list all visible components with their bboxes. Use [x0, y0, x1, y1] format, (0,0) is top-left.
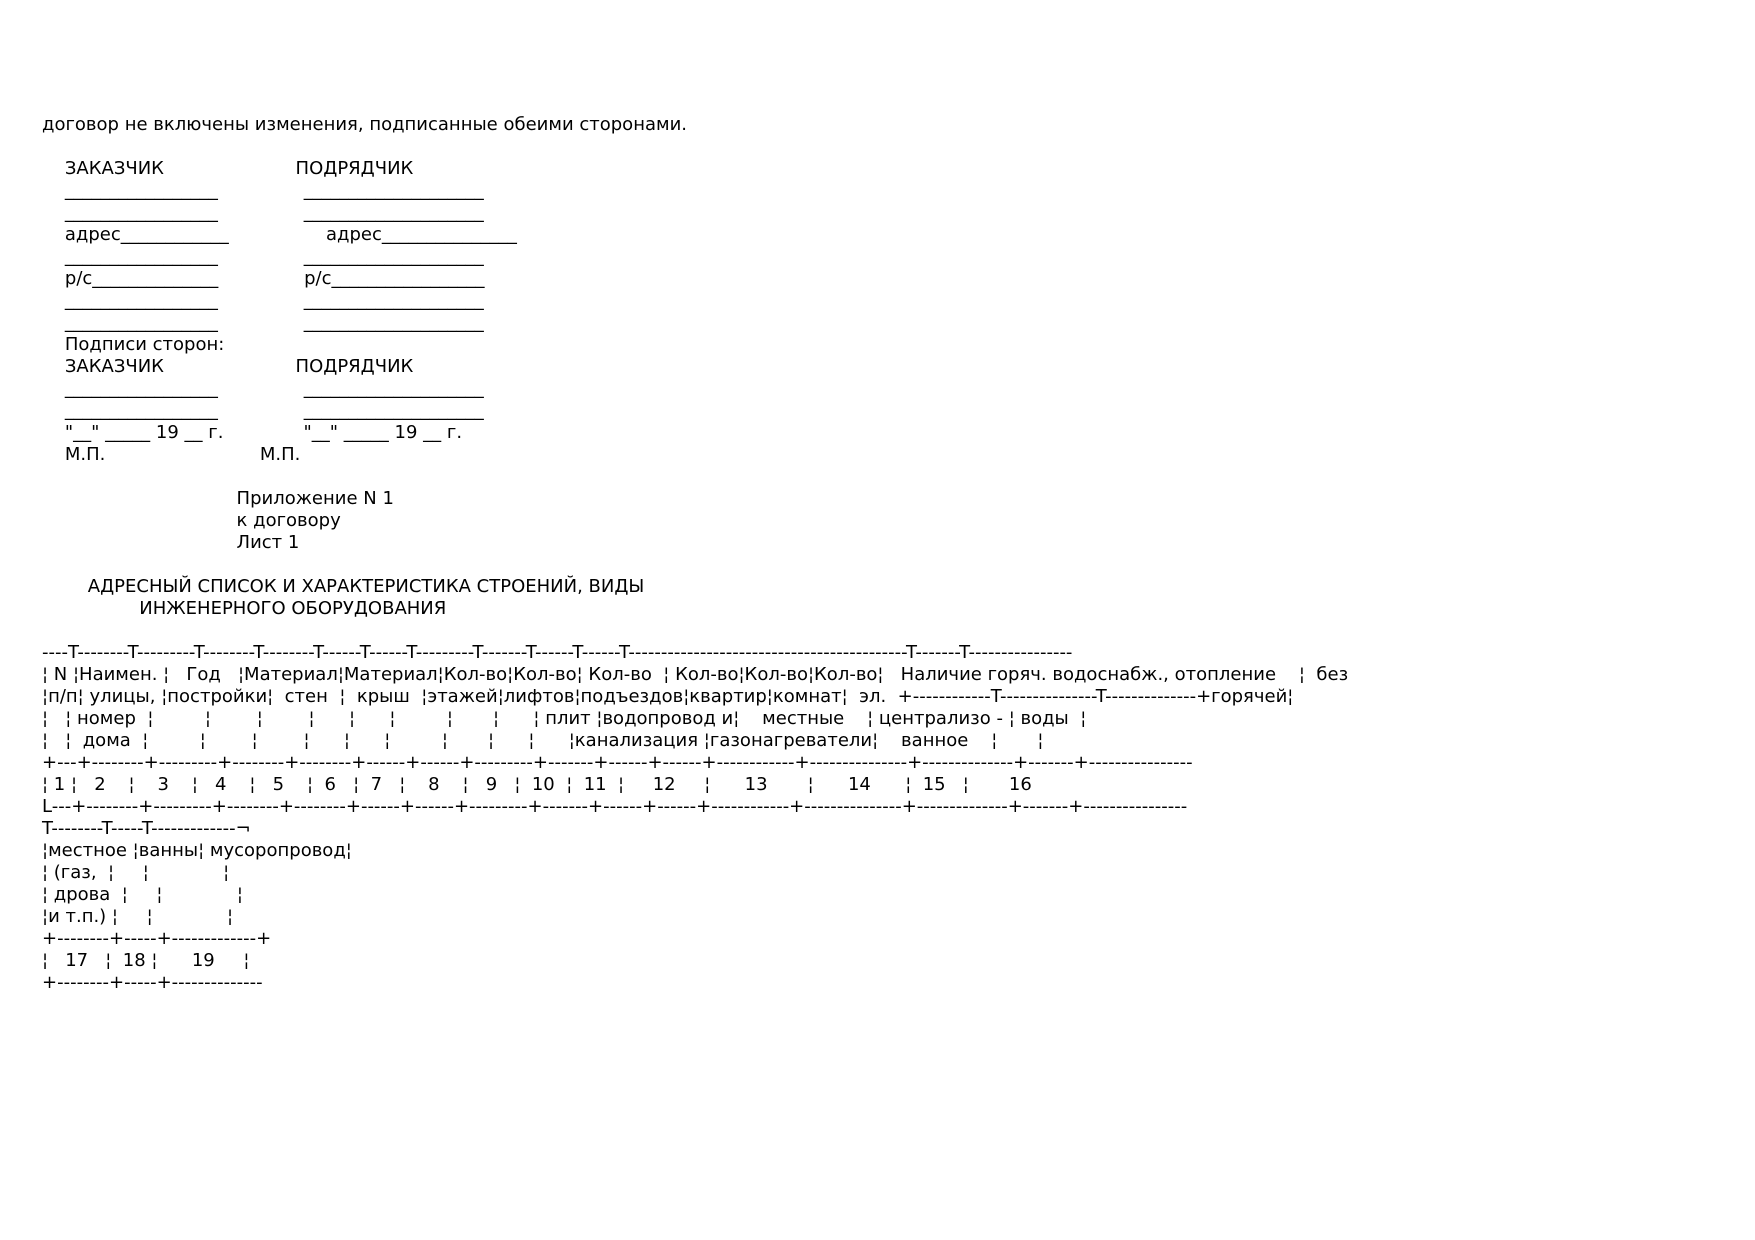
document-line: _________________ ____________________: [42, 312, 484, 333]
document-line: ----T--------T---------T--------T--------T------T------T---------T-------T------T------T-------------------------------------------T-------T----------------: [42, 642, 1073, 663]
document-line: ¦ дрова ¦ ¦ ¦: [42, 884, 243, 905]
document-line: Подписи сторон:: [42, 334, 225, 355]
document-line: _________________ ____________________: [42, 246, 484, 267]
document-line: +--------+-----+--------------: [42, 972, 263, 993]
document-line: _________________ ____________________: [42, 290, 484, 311]
document-line: _________________ ____________________: [42, 400, 484, 421]
document-line: Лист 1: [42, 532, 300, 553]
document-line: +--------+-----+-------------+: [42, 928, 272, 949]
document-line: ¦ 1 ¦ 2 ¦ 3 ¦ 4 ¦ 5 ¦ 6 ¦ 7 ¦ 8 ¦ 9 ¦ 10 ¦ 11 ¦ 12 ¦ 13 ¦ 14 ¦ 15 ¦ 16: [42, 774, 1032, 795]
document-line: ¦ N ¦Наимен. ¦ Год ¦Материал¦Материал¦Кол-во¦Кол-во¦ Кол-во ¦ Кол-во¦Кол-во¦Кол-во¦ Наличие горяч. водоснабж., отопление ¦ без: [42, 664, 1349, 685]
document-line: ЗАКАЗЧИК ПОДРЯДЧИК: [42, 158, 414, 179]
document-line: ¦ (газ, ¦ ¦ ¦: [42, 862, 230, 883]
document-line: _________________ ____________________: [42, 180, 484, 201]
document-line: ¦ ¦ дома ¦ ¦ ¦ ¦ ¦ ¦ ¦ ¦ ¦ ¦канализация ¦газонагреватели¦ ванное ¦ ¦: [42, 730, 1044, 751]
document-line: ¦ 17 ¦ 18 ¦ 19 ¦: [42, 950, 250, 971]
document-line: T--------T-----T-------------¬: [42, 818, 251, 839]
document-line: ИНЖЕНЕРНОГО ОБОРУДОВАНИЯ: [42, 598, 447, 619]
document-line: ¦и т.п.) ¦ ¦ ¦: [42, 906, 234, 927]
document-line: к договору: [42, 510, 341, 531]
document-line: М.П. М.П.: [42, 444, 301, 465]
document-line: _________________ ____________________: [42, 378, 484, 399]
document-line: ¦местное ¦ванны¦ мусоропровод¦: [42, 840, 352, 861]
document-line: Приложение N 1: [42, 488, 394, 509]
document-text: [42, 114, 1348, 994]
document-line: договор не включены изменения, подписанные обеими сторонами.: [42, 114, 687, 135]
document-line: "__" _____ 19 __ г. "__" _____ 19 __ г.: [42, 422, 463, 443]
document-line: L---+--------+---------+--------+--------+------+------+---------+-------+------+------+------------+---------------+--------------+-------+----------------: [42, 796, 1188, 817]
document-line: _________________ ____________________: [42, 202, 484, 223]
document-line: ЗАКАЗЧИК ПОДРЯДЧИК: [42, 356, 414, 377]
document-line: р/с______________ р/с_________________: [42, 268, 485, 289]
document-line: +---+--------+---------+--------+--------+------+------+---------+-------+------+------+------------+---------------+--------------+-------+----------------: [42, 752, 1193, 773]
document-line: адрес____________ адрес_______________: [42, 224, 517, 245]
document-line: АДРЕСНЫЙ СПИСОК И ХАРАКТЕРИСТИКА СТРОЕНИЙ, ВИДЫ: [42, 576, 645, 597]
document-line: ¦п/п¦ улицы, ¦постройки¦ стен ¦ крыш ¦этажей¦лифтов¦подъездов¦квартир¦комнат¦ эл. +------------T---------------T--------------+горячей¦: [42, 686, 1294, 707]
document-line: ¦ ¦ номер ¦ ¦ ¦ ¦ ¦ ¦ ¦ ¦ ¦ плит ¦водопровод и¦ местные ¦ централизо - ¦ воды ¦: [42, 708, 1087, 729]
